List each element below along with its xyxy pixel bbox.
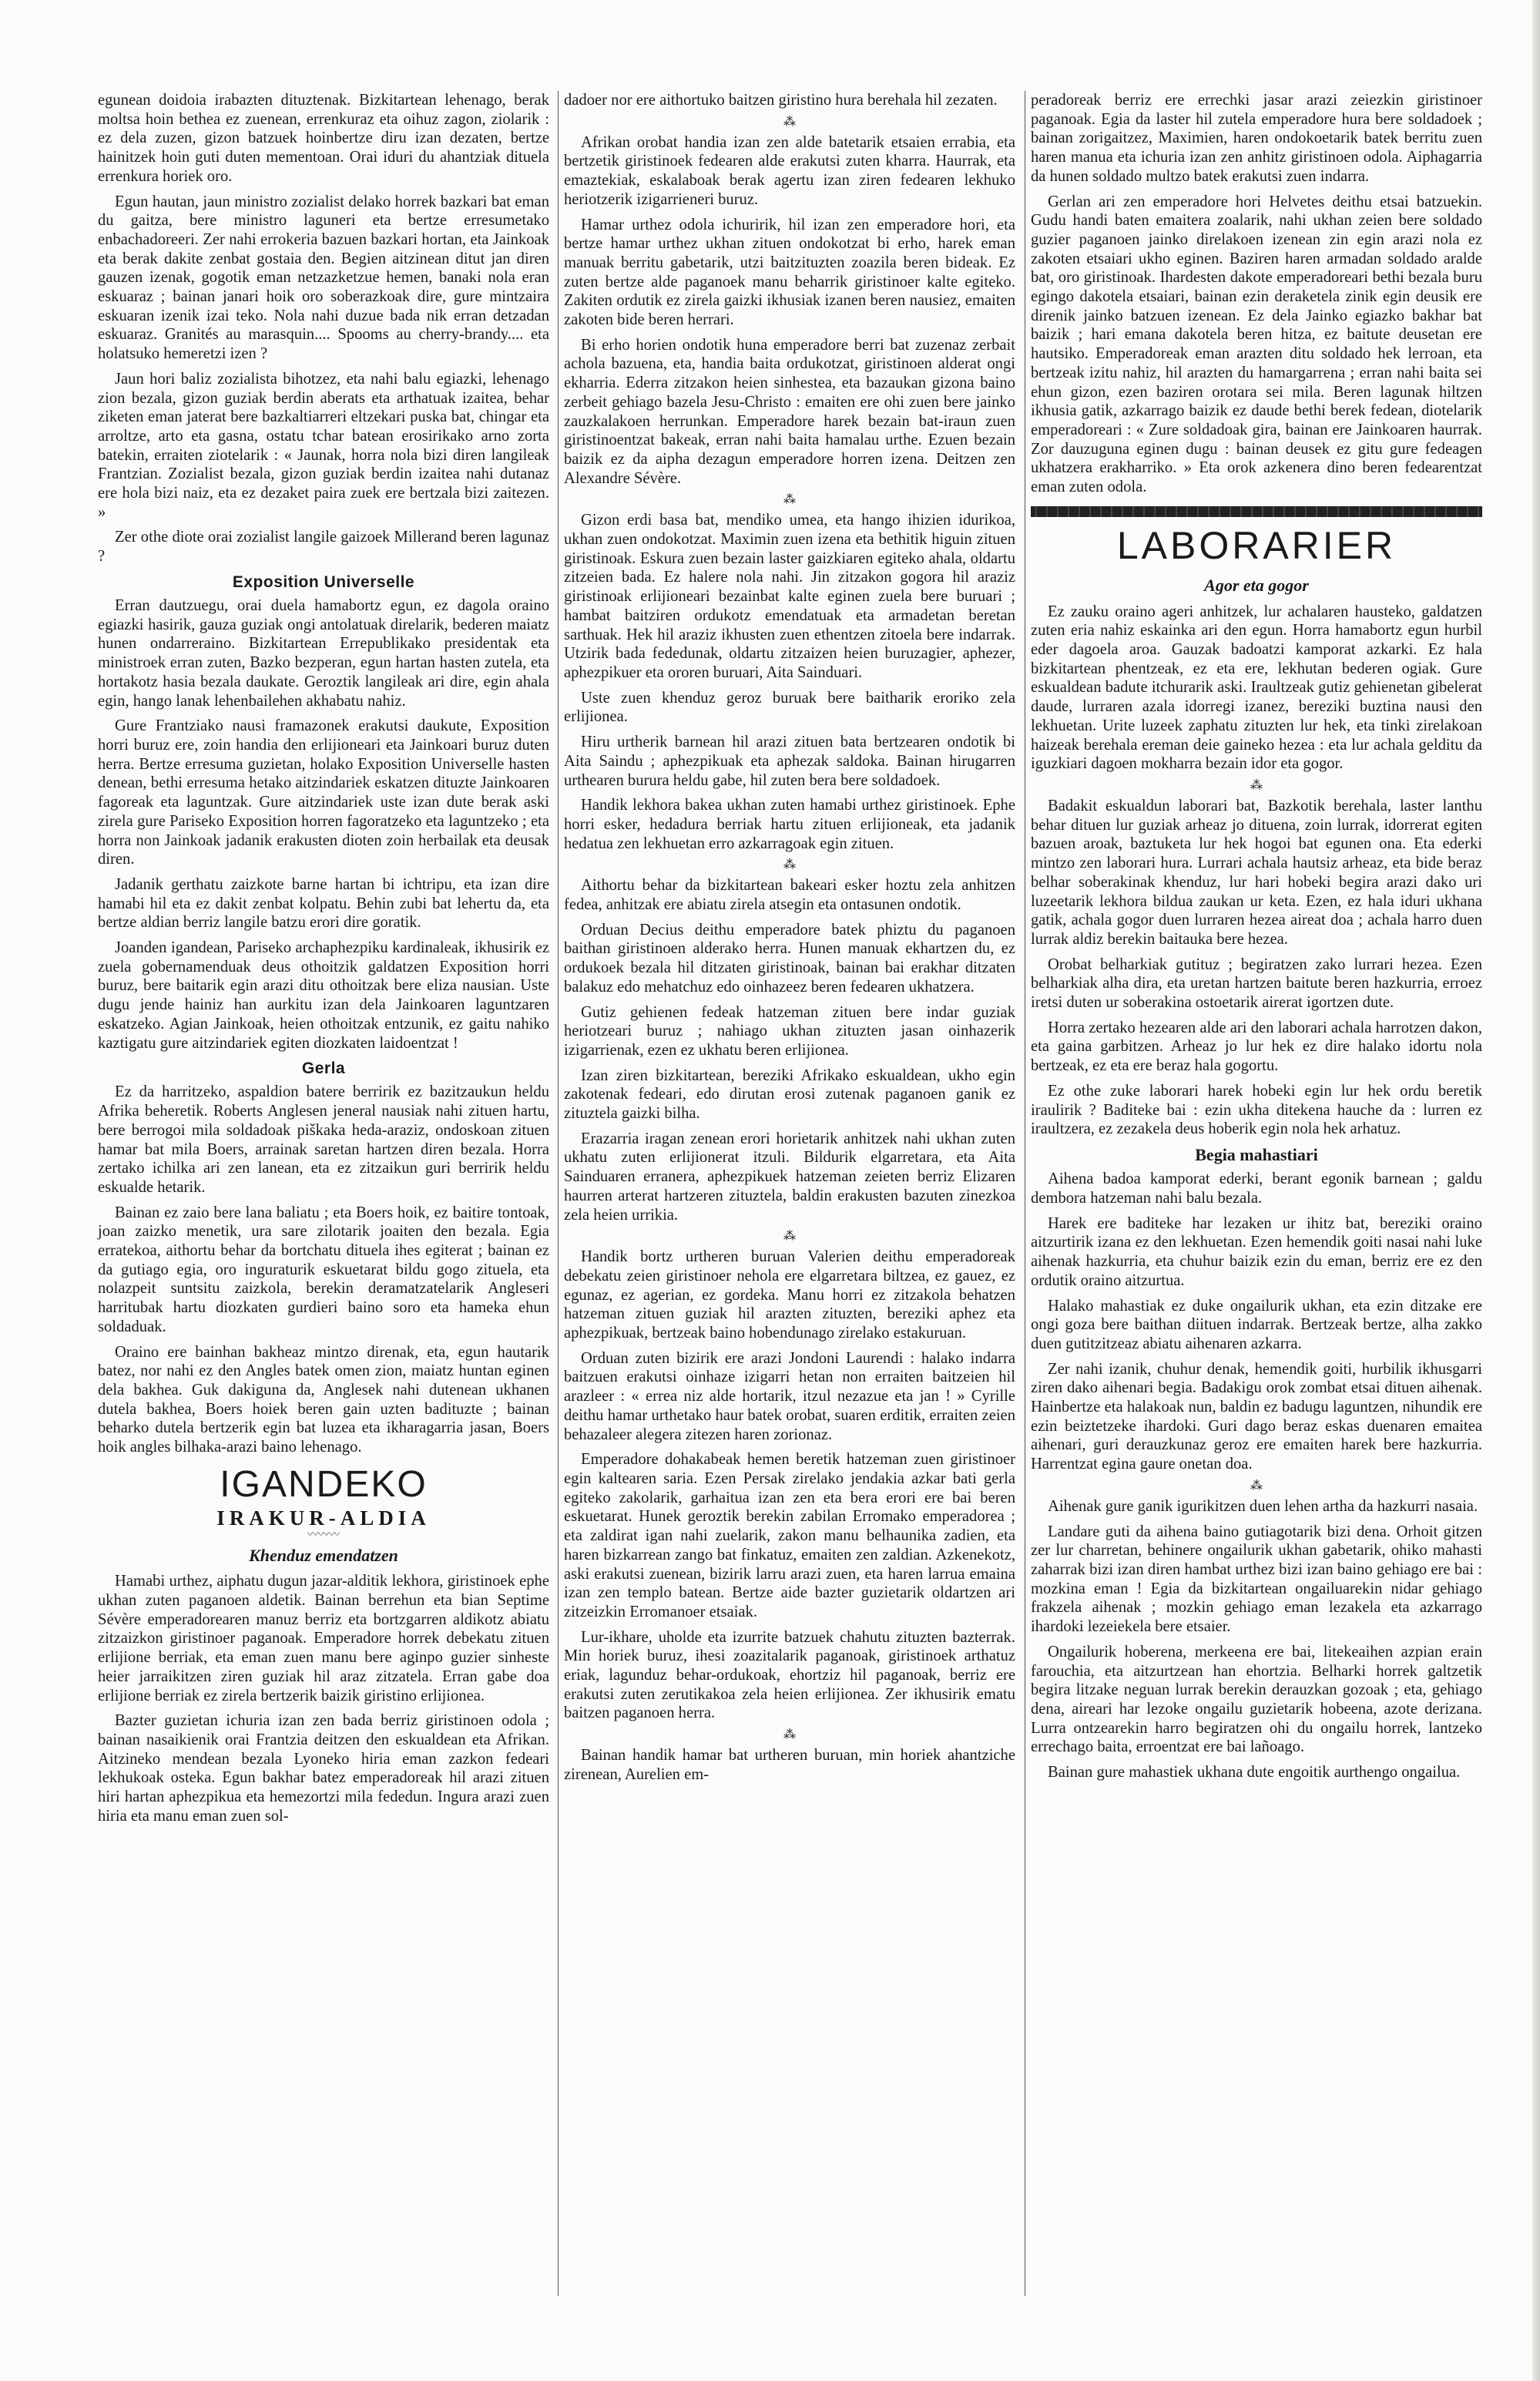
paragraph: Halako mahastiak ez duke ongailurik ukhan, eta ezin ditzake ere ongi goza bere baithan diituen indarrak. Bertzeak bertze, alha zakko duen gutitzitzeaz abiatu aihenaren azkarra. [1031,1297,1482,1352]
laborarier-title: LABORARIER [1116,523,1397,567]
paragraph: Jaun hori baliz zozialista bihotzez, eta nahi balu egiazki, lehenago zion bezala, gizon guziak berdin aberats eta arthatuak izaitea, behar ziketen eman jaterat bere bazkaltiarreri eltzekari puska bat, chingar eta arroltze, arto eta gasna, ostatu tchar batean erosirikako arno zorta batekin, erraiten ziotelarik : « Jaunak, horra nola bizi diren langileak Frantzian. Zozialist bezala, gizon guziak berdin izaitea nahi dutanaz ere hola bizi naiz, eta ez dezaket paira zuek ere bertzala bizi zaitezen. » [98,370,549,521]
paragraph: Erran dautzuegu, orai duela hamabortz egun, ez dagola oraino egiazki hasirik, gauza guziak ongi antolatuak direlarik, bederen maiatz hunen ondarreraino. Bizkitartean Errepublikako presidentak eta ministroek erran zuten, Bazko bezperan, egun hartan hasten zutela, eta hortakotz hasia bezala daukate. Geroztik langileak ari dire, egin ahala egin, hango lanak lehenbailehen akhabatu nahiz. [98,597,549,710]
paragraph: Lur-ikhare, uholde eta izurrite batzuek chahutu zituzten bazterrak. Min horiek buruz, ihesi zoazitalarik paganoak, giristinoek arthatuz eriak, lagunduz behar-ordukoak, ehortziz hil paganoak, berriz ere erakutsi zuten zerutikakoa zela heien erlijionea. Zer ikhusirik ematu baitzen paganoen herra. [564,1628,1015,1722]
page-edge [1532,0,1540,2381]
paragraph: egunean doidoia irabazten dituztenak. Bizkitartean lehenago, berak moltsa hoin bethea ez zuenean, errenkuraz eta oihuz zagon, ziolarik : ez dela zuzen, gizon batzuek hoinbertze diru izan dezaten, bertze hainitzek hoin guti duten mementoan. Orai iduri du ahantziak dituela errenkura horiek oro. [98,92,549,185]
paragraph: Jadanik gerthatu zaizkote barne hartan bi ichtripu, eta izan dire hamabi hil eta ez dakit zenbat kolpatu. Behin zubi bat lehertu da, eta bertze aldian berriz langile batzu erori dire goratik. [98,875,549,932]
asterism-divider: ⁂ [1250,1479,1263,1493]
paragraph: Gerlan ari zen emperadore hori Helvetes deithu etsai batzuekin. Gudu handi baten emaitera zoalarik, nahi ukhan zeien bere soldado guzier paganoen jainko direlakoen izenean zin egin arazi nola ez zakoten etsaiari ukho eginen. Baziren haren armadan soldado aralde bat, oro giristinoak. Ihardesten dakote emperadoreari bethi bezala buru egingo dakotela etsaiari, bainan ezin deraketela zinik egin deusik ere direnik jainko batzuen izenean. Ez dela Jainko egiazko bakhar bat baizik ; hari emana dakotela beren hitza, ez baitute deusetan ere hautsiko. Emperadoreak eman arazten ditu soldado hek lerroan, eta bertzeak izitu nahiz, hil arazten du hamargarrena ; erran nahi baita sei ehun gizon, ezen baziren orotara sei mila. Beren lagunak hiltzen ikhusia gatik, azkarrago baizik ez daude bethi berek fedean, diotelarik emperadoreari : « Zure soldadoak gira, bainan ere Jainkoaren haurrak. Zor dauzuguna eginen dugu : bainan deusek ez gitu gure fedeagen ukhatzera erakharriko. » Eta orok azkenera dino beren fedearentzat eman zuten odola. [1031,193,1482,496]
paragraph: Ez zauku oraino ageri anhitzek, lur achalaren hausteko, galdatzen zuten eria nahiz eskainka ari den egun. Horra hamabortz egun hurbil eder dagoela aroa. Gauzak badoatzi kamporat azkarki. Ez hala bizkitartean phentzeak, ez eta ere, lekhutan bederen ogiak. Gure eskualdean badute itchurarik aski. Iraultzeak gutiz gehienetan gibelerat daude, lurraren azala idorregi izanez, bereziki buztina nausi den lekhuetan. Urite luzeek zaphatu zituzten lur hek, eta tinki zirelakoan haizeak berehala ereman deie gaineko hezea : eta lur achala gelditu da iguzkiari dagoen mokharra bezain idor eta gogor. [1031,603,1482,773]
laborarier-masthead [1031,506,1482,570]
paragraph: Ez da harritzeko, aspaldion batere berririk ez bazitzaukun heldu Afrika beheretik. Roberts Anglesen jeneral nausiak nahi zituen hartu, bere berrogoi mila soldadoak piškaka heda-araziz, ondoskoan zituen hamar bat mila Boers, arrainak saretan hartzen diren bezala. Horra zertako ichilka ari zen lanean, eta ez zitzaikun guri berririk heldu eskualde hetarik. [98,1083,549,1196]
paragraph: Uste zuen khenduz geroz buruak bere baitharik eroriko zela erlijionea. [564,689,1015,726]
paragraph: Bazter guzietan ichuria izan zen bada berriz giristinoen odola ; bainan nasaikienik orai Frantzia deitzen den eskualdean eta Afrikan. Aitzineko mendean bezala Lyoneko hiria eman zazkon fedeari lekhukoak osteka. Egun bakhar batez emperadoreak hil arazi zituen hiri hartan aphezpikua eta hemezortzi mila fededun. Ingura arazi zuen hiria eta manu eman zuen sol- [98,1712,549,1825]
asterism-divider: ⁂ [783,1230,796,1244]
paragraph: Orobat belharkiak gutituz ; begiratzen zako lurrari hezea. Ezen belharkiak alha dira, eta uretan hartzen baitute beren hazkurria, erroez iretsi duten ur soberakina ostoetarik airerat igortzen dute. [1031,955,1482,1012]
paragraph: Badakit eskualdun laborari bat, Bazkotik berehala, laster lanthu behar dituen lur guziak arheaz jo dituena, zoin lurrak, idorrerat egiten bazuen aroak, baztuketa lur hek hogoi bat egunen ona. Eta ederki mintzo zen laborari hura. Lurrari achala hautsiz arheaz, eta bide beraz belhar soberakinak khenduz, lur hari hobeki begira arazi dako uri luzeetarik lekhora bildua zaukan ur keta. Ezen, ez hala iduri ukhana gatik, achala gogor duen lurraren hezea aireat doa ; achala harro duen lurrak aldiz berekin baitauka bere hezea. [1031,797,1482,948]
paragraph: Aithortu behar da bizkitartean bakeari esker hoztu zela anhitzen fedea, anhitzak ere abiatu zirela atsegin eta ontasunen ondotik. [564,877,1015,914]
paragraph: Erazarria iragan zenean erori horietarik anhitzek nahi ukhan zuten ukhatu zuten erlijionerat itzuli. Bildurik elgarretara, eta Aita Sainduaren erranera, aphezpikuek hatzeman zeieten berriz Elizaren haurren arterat hartzeren zituztela, baldin erakusten bazuten zinezkoa zela heien urrikia. [564,1130,1015,1224]
column-3 [1031,91,1482,1788]
asterism-divider: ⁂ [783,493,796,507]
paragraph: Harek ere baditeke har lezaken ur ihitz bat, bereziki oraino aitzurtirik izana ez den lekhuetan. Ezen hemendik goiti nasai nahi luke aihenak hazkurria, eta chuhur baizik ezin du eman, berriz ere ez den ordutik oraino aitzurtua. [1031,1214,1482,1289]
paragraph: dadoer nor ere aithortuko baitzen giristino hura berehala hil zezaten. [564,92,998,109]
paragraph: Landare guti da aihena baino gutiagotarik bizi dena. Orhoit gitzen zer lur charretan, behinere ongailurik ukhan gabetarik, ohiko mahasti zaharrak bizi izan diren hambat urthez bizi izan baino gehiago ere bai : mozkina eman ! Egia da bizkitartean ongailuarekin nidar gehiago frakzela aihenak ; mozkin gehiago eman lezakela eta azkarrago ihardoki lezeiekela bere etsaier. [1031,1523,1482,1636]
asterism-divider: ⁂ [1250,778,1263,792]
paragraph: Handik lekhora bakea ukhan zuten hamabi urthez giristinoek. Ephe horri esker, hedadura berriak hartu zituen erlijioneak, eta jadanik hedatua zen lekhuetan erro azkarragoak egin zituen. [564,797,1015,852]
column-2 [564,91,1015,1791]
paragraph: Joanden igandean, Pariseko archaphezpiku kardinaleak, ikhusirik ez zuela gobernamenduak deus othoitzik galdatzen Exposition horri buruz, bere baitarik egin arazi ditu othoitzak bere eliza nausian. Uste dugu jende hainiz han aurkitu izan dela Jainkoaren laguntzaren eskatzeko. Agian Jainkoak, heien othoitzak entzunik, ez gaitu nahiko kaztigatu gure aitzindariek egiten diozkaten laidoentzat ! [98,939,549,1052]
paragraph: Izan ziren bizkitartean, bereziki Afrikako eskualdean, ukho egin zakotenak fedeari, edo dirutan erosi zutenak paganoen ganik ez zituztela gaizki bilha. [564,1066,1015,1123]
section-heading-gerla: Gerla [301,1060,346,1078]
paragraph: Afrikan orobat handia izan zen alde batetarik etsaien errabia, eta bertzetik giristinoek fedearen alde erakutsi zuten kharra. Haurrak, eta emaztekiak, eskalaboak berak agertu izan ziren fedearen lekhuko heriotzerik izigarrieneri buruz. [564,133,1015,208]
paragraph: Egun hautan, jaun ministro zozialist delako horrek bazkari bat eman du gaitza, bere ministro laguneri eta bertze erresumetako enbachadoreeri. Zer nahi errokeria bazuen bazkari hortan, eta Jainkoak eta berak dakite zenbat gostaia den. Begien aitzinean ditut jan diren gauzen izenak, gogotik eman netzazketzue hemen, banaki nola eran eskuaraz ; bainan janari hoik oro soberazkoak dire, gure mintzaira eskuaran izenik izai teko. Nola nahi duzue bada nik erran detzadan eskuaraz. Granités au marasquin.... Spooms au cherry-brandy.... eta holatsuko hemeretzi izen ? [98,193,549,363]
paragraph: Ez othe zuke laborari harek hobeki egin lur hek ordu beretik iraulirik ? Baditeke bai : ezin ukha ditekena hauche da : lurren ez iraultzera, ez zezakela deus hoberik egin nola hek arhatuz. [1031,1082,1482,1138]
paragraph: Hamar urthez odola ichuririk, hil izan zen emperadore hori, eta bertze hamar urthez ukhan zituen ondokotzat bi erho, harek eman manuak berritu gabetarik, utzi baitzituzten zoazila beren bideak. Ez zuten bertze alde paganoek manu beharrik giristinoer kalte egiteko. Zakiten ordutik ez zirela gaizki ikhusiak izanen beren nausiez, emaiten zakoten bide beren herrari. [564,216,1015,329]
paragraph: Hiru urtherik barnean hil arazi zituen bata bertzearen ondotik bi Aita Saindu ; aphezpikuak eta aphezak saldoka. Bainan hirugarren urthearen burura heldu gabe, hil zuten bera bere soldadoek. [564,734,1015,789]
article-heading-begia: Begia mahastiari [1195,1144,1318,1164]
asterism-divider: ⁂ [783,858,796,872]
article-heading-khenduz: Khenduz emendatzen [249,1545,398,1565]
paragraph: Gure Frantziako nausi framazonek erakutsi daukute, Exposition horri buruz ere, zoin handia den erlijioneari eta Jainkoari buruz duten herra. Bertze erresuma guzietan, holako Exposition Universelle hasten denean, bethi erresuma hetako aitzindariek eskatzen dituzte Jainkoaren fagoreak eta laguntzak. Gure aitzindariek uste izan dute berak aski zirela gure Pariseko Exposition horren fagoratzeko eta laguntzeko ; eta horra non Jainkoak jadanik erakusten dioten zoin herbailak eta deusak diren. [98,717,549,868]
asterism-divider: ⁂ [783,1728,796,1742]
paragraph: Bainan handik hamar bat urtheren buruan, min horiek ahantziche zirenean, Aurelien em- [564,1747,1015,1783]
igandeko-masthead [98,1465,549,1541]
paragraph: Oraino ere bainhan bakheaz mintzo direnak, eta, egun hautarik batez, nor nahi ez den Angles batek omen zion, maiatz huntan eginen dela bakhea. Guk dakiguna da, Anglesek nahi dutenean ukhanen dutela bakhea, Boers hoiek beren gain uzten badituzte ; bainan beharko dutela bertzerik egin bat luzea eta ikharagarria jasan, Boers hoik angles bilhaka-arazi baino lehenago. [98,1343,549,1456]
section-heading-exposition: Exposition Universelle [232,573,415,591]
paragraph: Orduan zuten bizirik ere arazi Jondoni Laurendi : halako indarra baitzuen erakutsi oinhaze izigarri hetan non erraiten baitzeien hil arazleer : « errea niz alde hortarik, itzul nezazue eta jan ! » Cyrille deithu hamar urthetako haur batek orobat, suaren erditik, erraiten zeien behazaleer alegera zitezen haren zorionaz. [564,1349,1015,1443]
paragraph: peradoreak berriz ere errechki jasar arazi zeiezkin giristinoer paganoak. Egia da laster hil zutela emperadore hura bere soldadoek ; bainan zorigaitzez, Maximien, haren ondokoetarik batek berritu zuen haren manua eta ichuria izan zen anhitz giristinoen odola. Aiphagarria da hunen soldado multzo batek erakutsi zuen indarra. [1031,92,1482,185]
igandeko-subtitle: IRAKUR-ALDIA [216,1506,431,1530]
paragraph: Zer nahi izanik, chuhur denak, hemendik goiti, hurbilik ikhusgarri ziren dako aihenari begia. Badakigu orok zombat etsai dituen aihenak. Hainbertze eta halakoak nun, baldin ez badugu laguntzen, nihundik ere ezin beiztetzeke ihardoki. Guri dago beraz eskas duenaren emaitea aihenari, guri derauzkunaz geroz ere emaiten harek bere hazkurria. Harrentzat egina gaure onetan doa. [1031,1360,1482,1473]
paragraph: Bainan ez zaio bere lana baliatu ; eta Boers hoik, ez baitire tontoak, joan zaizko menetik, ura sare zilotarik joaiten den bezala. Egia erratekoa, aithortu behar da bortchatu dituela ihes egiterat ; bainan ez da gutiago egia, oro inguraturik eskuetarat bildu gogo zituela, eta nolazpeit suntsitu zaizkola, berekin deramatzatelarik Angleseri harritubak hartu diozkaten gurdieri baino soro eta hameka ehun soldaduak. [98,1204,549,1335]
asterism-divider: ⁂ [783,115,796,129]
ornament-divider: 〰〰〰 [307,1529,340,1541]
paragraph: Emperadore dohakabeak hemen beretik hatzeman zuen giristinoer egin kaltearen saria. Ezen Persak zirelako jendakia azkar bati gerla egiteko zakolarik, garhaitua izan zen eta bera erori ere bai beren eskuetarat. Hunek geroztik berekin zabilan Erromako emperadorea ; eta zaldirat igan nahi zuelarik, zakon manu belhaunika zadien, eta haren bizkarrean zango bat finkatuz, emaiten zen zaldian. Azkenekotz, aski erakutsi zuenean, bizirik larru arazi zuen, eta haren larrua emaina izan zen templo batean. Bertze aide bazter guzietarik oldartzen ari zitzeizkin Erromanoer etsaiak. [564,1451,1015,1620]
igandeko-title: IGANDEKO [220,1463,428,1505]
paragraph: Zer othe diote orai zozialist langile gaizoek Millerand beren lagunaz ? [98,529,549,566]
paragraph: Bainan gure mahastiek ukhana dute engoitik aurthengo ongailua. [1048,1764,1461,1782]
paragraph: Handik bortz urtheren buruan Valerien deithu emperadoreak debekatu zeien giristinoer nehola ere elgarretara biltzea, ez gauez, ez egunaz, ez agerian, ez gordeka. Manu horri ez zitzakola behatzen hatzeman zituen guziak hil arazten zituzten, bereziki aphez eta aphezpikuak, bertzeak baino hobendunago zirelako estakuruan. [564,1248,1015,1342]
paragraph: Aihena badoa kamporat ederki, berant egonik barnean ; galdu dembora hatzeman nahi balu bezala. [1031,1170,1482,1207]
column-1 [98,91,549,1832]
paragraph: Bi erho horien ondotik huna emperadore berri bat zuzenaz zerbait achola bazuena, eta, handia baita ordukotzat, giristinoen alderat ongi ekharria. Ederra zitzakon heien sinhestea, eta bazaukan gizona baino zerbeit gehiago bazela Jesu-Christo : emaiten ere ohi zuen bere jainko zauzkalakoen herrunkan. Emperadore harek bezain bat-iraun zuen giristinoentzat bakeak, erran nahi baita hamalau urthe. Ezuen bezain baizik ez da aipha dezagun emperadore horren izena. Deitzen zen Alexandre Sévère. [564,336,1015,487]
column-rule-left [558,91,559,2296]
paragraph: Aihenak gure ganik igurikitzen duen lehen artha da hazkurri nasaia. [1048,1497,1478,1515]
paragraph: Horra zertako hezearen alde ari den laborari achala harrotzen dakon, eta gaina garbitzen. Arheaz jo lur hek ez dire halako idortu nola bertzeak, ez eta ere beraz hala gogortu. [1031,1019,1482,1075]
paragraph: Gizon erdi basa bat, mendiko umea, eta hango ihizien idurikoa, ukhan zuen ondokotzat. Maximin zuen izena eta bethitik higuin zituen giristinoak. Eskura zuen bezain laster gaizkiaren egiteko ahala, oldartu zitzeien bada. Ez halere nola nahi. Jin zitzakon gogora hil araziz giristinoak erlijioneari bezainbat kalte eginen zuela bere buruari ; hambat baitziren ordukotz emendatuak eta armadetan beretan sarthuak. Hek hil araziz ikhusten zuen ethentzen zitoela bere indarrak. Utzirik bada fededunak, oldartu zitzaizen heien buruzagier, aphezer, aphezpikuer eta ororen buruari, Aita Sainduari. [564,512,1015,681]
paragraph: Gutiz gehienen fedeak hatzeman zituen bere indar guziak heriotzeari buruz ; nahiago ukhan zituzten jasan oinhazerik izigarrienak, ezen ez ukhatu beren erlijionea. [564,1003,1015,1059]
ornamental-bar [1031,506,1482,517]
paragraph: Ongailurik hoberena, merkeena ere bai, litekeaihen azpian erain farouchia, eta aitzurtzean han ehortzia. Belharki horrek galtzetik begira litzake neguan lurrak berekin derauzkan gozoak ; eta, gehiago dena, aireari har lezoke ongailu guzietarik hobeena, azote derizana. Lurra ontzearekin harro begiratzen ohi du ongailu horrek, lantzeko errechago baita, erroentzat ere bai lañoago. [1031,1643,1482,1756]
paragraph: Orduan Decius deithu emperadore batek phiztu du paganoen baithan giristinoen alderako herra. Hunen manuak ekhartzen du, ez ordukoek bezala hil ditzaten giristinoak, bainan bai erakhar ditzaten balakuz edo mehatchuz edo oinhazeez beren fedearen ukhatzera. [564,921,1015,996]
paragraph: Hamabi urthez, aiphatu dugun jazar-alditik lekhora, giristinoek ephe ukhan zuten paganoen aldetik. Bainan berrehun eta bian Septime Sévère emperadorearen manuz berriz eta bortzgarren aldikotz abiatu zitzaizkon giristinoer paganoak. Emperadore horrek debekatu zituen erlijione berriak, eta eman zuen manu bere aginpo guzier sinheste heier jarraikitzen ziren guziak hil araz zitzatela. Erran gabe doa erlijione berriak ez zirela bertzerik baizik giristino erlijionea. [98,1573,549,1704]
article-heading-agor: Agor eta gogor [1204,576,1309,596]
